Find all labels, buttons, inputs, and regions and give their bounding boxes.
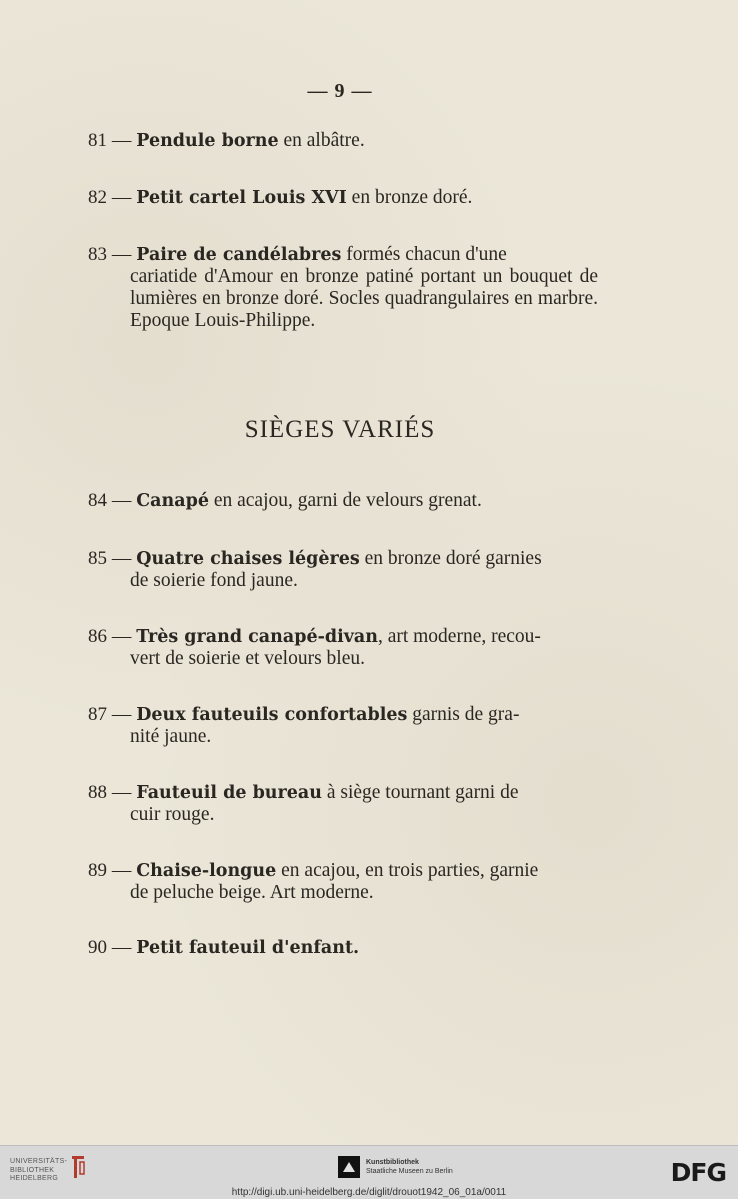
entry-number: 84 — [88, 490, 107, 511]
entry-dash: — — [107, 548, 137, 569]
section-title: SIÈGES VARIÉS — [244, 416, 436, 443]
entry-dash: — — [107, 937, 137, 958]
entry-lead: Paire de candélabres — [136, 245, 342, 265]
entry-lead: Chaise-longue — [136, 861, 277, 881]
entry-dash: — — [107, 490, 137, 511]
entry-number: 85 — [88, 548, 107, 569]
page-number: — 9 — — [307, 80, 373, 102]
catalog-entry-88 — [88, 782, 598, 826]
entry-text: en bronze doré. — [346, 187, 473, 208]
catalog-entry-89 — [88, 860, 598, 904]
uni-logo-line3: HEIDELBERG — [10, 1175, 59, 1182]
entry-text: en acajou, en trois parties, garnie — [276, 860, 539, 881]
catalog-entry-87 — [88, 704, 598, 748]
kunstbibliothek-logo-icon — [338, 1156, 360, 1178]
entry-number: 90 — [88, 937, 107, 958]
catalog-entry-82 — [88, 187, 598, 209]
dfg-logo: DFG — [670, 1158, 726, 1187]
entry-dash: — — [107, 187, 137, 208]
catalog-entry-83 — [88, 244, 598, 332]
kb-subtitle: Staatliche Museen zu Berlin — [366, 1168, 453, 1175]
catalog-entry-85 — [88, 548, 598, 592]
entry-text: en acajou, garni de velours grenat. — [208, 490, 482, 511]
source-url[interactable]: http://digi.ub.uni-heidelberg.de/diglit/drouot1942_06_01a/0011 — [231, 1187, 507, 1198]
uni-logo-line1: UNIVERSITÄTS- — [10, 1158, 68, 1165]
entry-continuation: de soierie fond jaune. — [130, 570, 298, 591]
entry-dash: — — [107, 626, 137, 647]
entry-number: 81 — [88, 130, 107, 151]
university-library-logo — [10, 1158, 67, 1184]
uni-logo-line2: BIBLIOTHEK — [10, 1166, 55, 1174]
entry-number: 89 — [88, 860, 107, 881]
kb-title: Kunstbibliothek — [366, 1159, 419, 1166]
entry-lead: Quatre chaises légères — [136, 549, 360, 569]
entry-dash: — — [107, 860, 137, 881]
entry-lead: Deux fauteuils confortables — [136, 705, 408, 725]
entry-text: garnis de gra- — [407, 704, 520, 725]
entry-dash: — — [107, 244, 137, 265]
catalog-entry-90 — [88, 937, 598, 959]
catalog-entry-86 — [88, 626, 598, 670]
entry-text: à siège tournant garni de — [321, 782, 519, 803]
entry-continuation: nité jaune. — [130, 726, 212, 747]
entry-dash: — — [107, 704, 137, 725]
entry-number: 88 — [88, 782, 107, 803]
entry-number: 87 — [88, 704, 107, 725]
entry-number: 82 — [88, 187, 107, 208]
entry-lead: Petit cartel Louis XVI — [136, 188, 347, 208]
entry-continuation: vert de soierie et velours bleu. — [130, 648, 365, 669]
catalog-entry-84 — [88, 490, 598, 512]
entry-text: en albâtre. — [278, 130, 365, 151]
entry-continuation: cariatide d'Amour en bronze patiné portant un bouquet de lumières en bronze doré. Socles quadrangulaires en marbre. Epoque Louis-Philippe. — [130, 266, 598, 331]
entry-number: 86 — [88, 626, 107, 647]
entry-continuation: de peluche beige. Art moderne. — [130, 882, 374, 903]
entry-text: , art moderne, recou- — [377, 626, 541, 647]
entry-lead: Fauteuil de bureau — [136, 783, 322, 803]
entry-dash: — — [107, 130, 137, 151]
catalog-entry-81 — [88, 130, 598, 152]
entry-text: formés chacun d'une — [341, 244, 507, 265]
entry-lead: Petit fauteuil d'enfant. — [136, 938, 360, 958]
entry-number: 83 — [88, 244, 107, 265]
entry-lead: Canapé — [136, 491, 209, 511]
entry-text: en bronze doré garnies — [359, 548, 542, 569]
entry-dash: — — [107, 782, 137, 803]
digitization-footer — [0, 1145, 738, 1199]
entry-lead: Pendule borne — [136, 131, 279, 151]
heidelberg-mark-icon — [68, 1154, 88, 1180]
kunstbibliothek-credit — [366, 1158, 453, 1176]
entry-continuation: cuir rouge. — [130, 804, 215, 825]
entry-lead: Très grand canapé-divan — [136, 627, 378, 647]
